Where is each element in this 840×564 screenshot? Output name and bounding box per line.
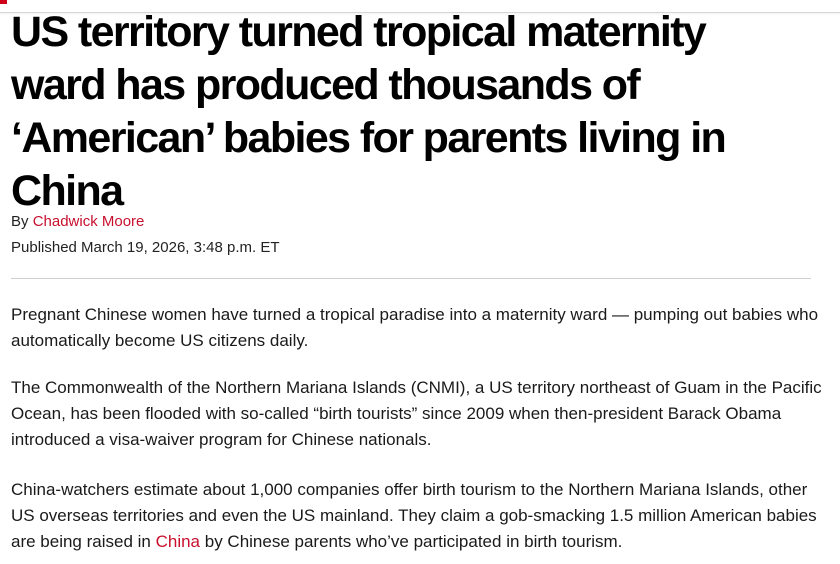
article-paragraph-3 — [11, 477, 826, 555]
brand-accent-mark — [0, 0, 7, 4]
author-link[interactable]: Chadwick Moore — [32, 213, 145, 230]
china-topic-link[interactable]: China — [155, 532, 201, 551]
byline-divider — [11, 278, 811, 279]
paragraph-3-text-end: by Chinese parents who’ve participated in birth tourism. — [200, 532, 623, 551]
article-headline: US territory turned tropical maternity ward has produced thousands of ‘American’ babies for parents living in China — [11, 8, 726, 215]
byline-prefix: By — [11, 213, 33, 230]
published-timestamp: Published March 19, 2026, 3:48 p.m. ET — [11, 239, 280, 256]
paragraph-3-text-start: China-watchers estimate about 1,000 companies offer birth tourism to the Northern Mariana Islands, other US overseas territories and even the US mainland. They claim a gob-smacking 1.5 million American babies are being raised in — [11, 480, 817, 551]
article-paragraph-2: The Commonwealth of the Northern Mariana Islands (CNMI), a US territory northeast of Guam in the Pacific Ocean, has been flooded with so-called “birth tourists” since 2009 when then-president Barack Obama introduced a visa-waiver program for Chinese nationals. — [11, 378, 822, 449]
article-paragraph-1: Pregnant Chinese women have turned a tropical paradise into a maternity ward — pumping out babies who automatically become US citizens daily. — [11, 305, 819, 350]
byline — [11, 212, 144, 232]
